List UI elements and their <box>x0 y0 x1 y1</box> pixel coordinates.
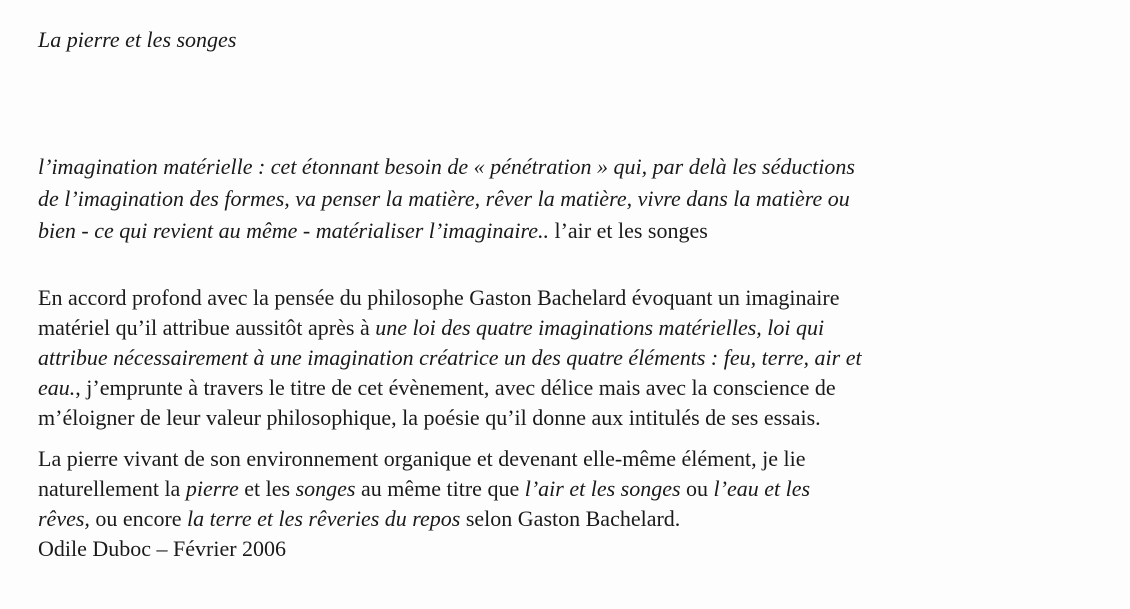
text-segment: l’eau et les <box>713 476 811 501</box>
text-segment: attribue nécessairement à une imagination créatrice un des quatre éléments : feu, terre, air et <box>38 345 862 370</box>
body-line-8 <box>38 504 680 534</box>
text-segment: au même titre que <box>355 476 525 501</box>
text-segment: eau. <box>38 375 76 400</box>
body-line-3 <box>38 343 862 373</box>
body-line-1 <box>38 283 840 313</box>
body-line-7 <box>38 474 810 504</box>
quote-line-2 <box>38 184 850 214</box>
text-segment: la terre et les rêveries du repos <box>187 506 461 531</box>
text-segment: matériel qu’il attribue aussitôt après à <box>38 315 376 340</box>
text-segment: La pierre vivant de son environnement organique et devenant elle-même élément, je lie <box>38 446 806 471</box>
body-line-5 <box>38 403 821 433</box>
text-segment: songes <box>295 476 356 501</box>
body-line-2 <box>38 313 824 343</box>
text-segment: Odile Duboc – Février 2006 <box>38 536 287 561</box>
text-segment: de l’imagination des formes, va penser la matière, rêver la matière, vivre dans la matière ou <box>38 186 850 211</box>
text-segment: selon Gaston Bachelard. <box>460 506 681 531</box>
text-segment: pierre <box>185 476 239 501</box>
text-segment: ou <box>680 476 714 501</box>
text-segment: l’air et les songes <box>524 476 681 501</box>
quote-line-3 <box>38 216 708 246</box>
text-segment: et les <box>238 476 296 501</box>
text-segment: naturellement la <box>38 476 186 501</box>
text-segment: m’éloigner de leur valeur philosophique, la poésie qu’il donne aux intitulés de ses essais. <box>38 405 821 430</box>
text-segment: , j’emprunte à travers le titre de cet évènement, avec délice mais avec la conscience de <box>75 375 836 400</box>
quote-line-1 <box>38 152 855 182</box>
text-segment: une loi des quatre imaginations matérielles, loi qui <box>375 315 825 340</box>
signature-line <box>38 534 286 564</box>
text-segment: En accord profond avec la pensée du philosophe Gaston Bachelard évoquant un imaginaire <box>38 285 840 310</box>
body-line-6 <box>38 444 805 474</box>
document-title: La pierre et les songes <box>38 27 237 52</box>
body-line-4 <box>38 373 836 403</box>
text-segment: bien - ce qui revient au même - matérialiser l’imaginaire.. <box>38 218 549 243</box>
text-segment: l’imagination matérielle : cet étonnant besoin de « pénétration » qui, par delà les séductions <box>38 154 855 179</box>
text-segment: l’air et les songes <box>548 218 708 243</box>
text-segment: rêves, <box>38 506 90 531</box>
text-segment: ou encore <box>89 506 188 531</box>
